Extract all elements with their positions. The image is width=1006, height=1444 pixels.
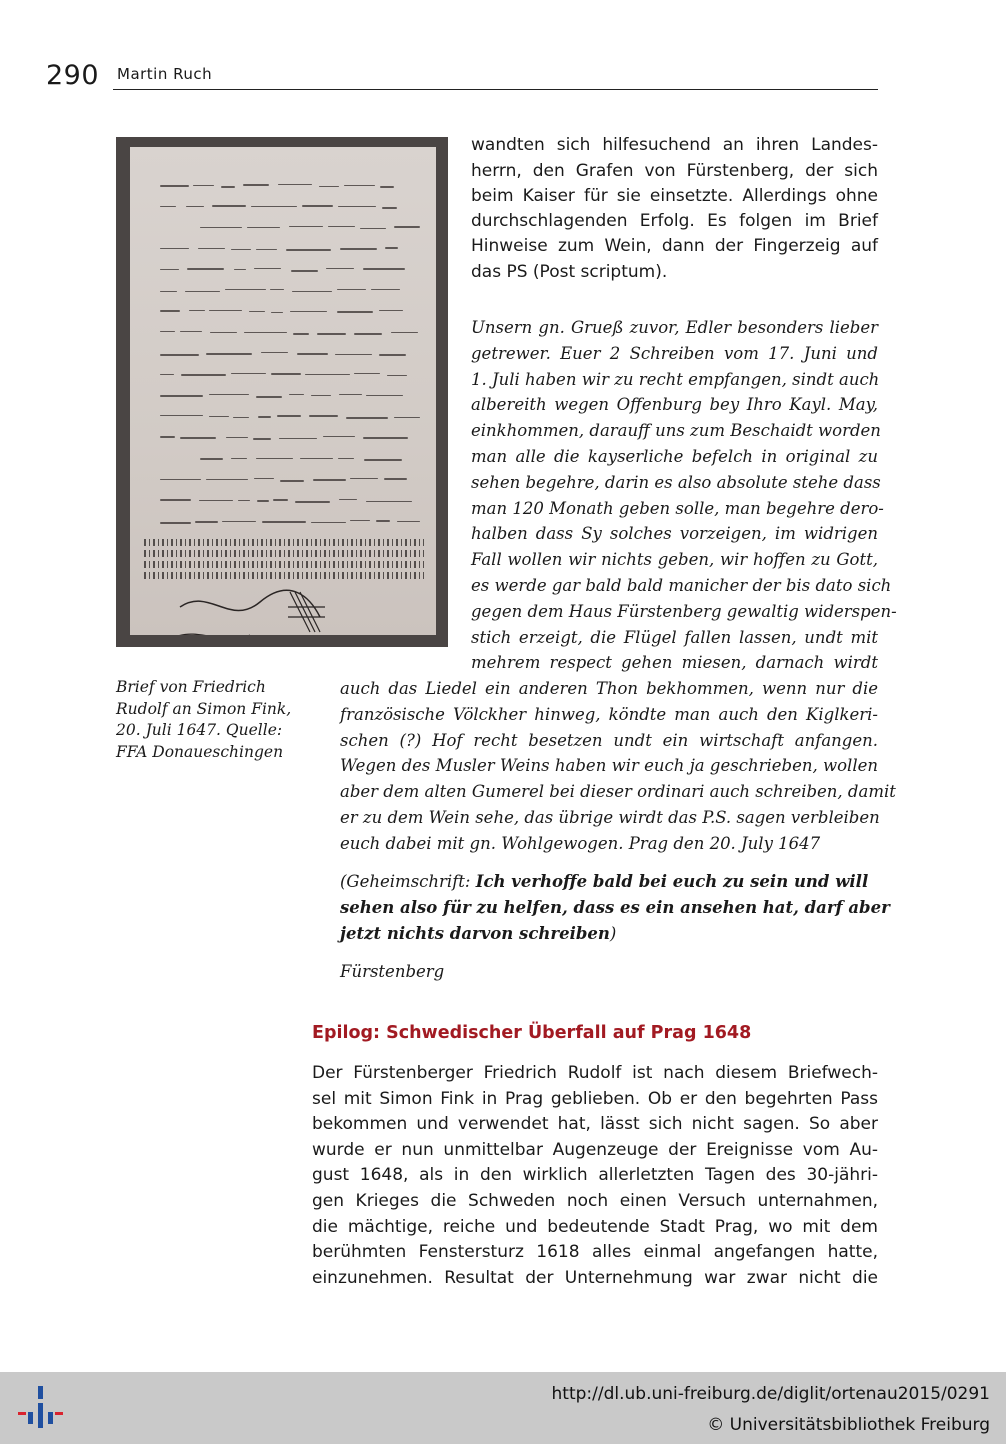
handwriting-stroke [328,226,355,227]
handwriting-stroke [302,205,333,206]
handwriting-stroke [339,499,357,500]
handwriting-stroke [376,520,390,521]
letter-line: halben dass Sy solches vorzeigen, im widrigen [471,524,878,544]
handwriting-stroke [160,395,203,396]
letter-line: Wegen des Musler Weins haben wir euch ja geschrieben, wollen [340,756,878,776]
handwriting-stroke [297,353,328,354]
letter-line: schen (?) Hof recht besetzen undt ein wirtschaft anfangen. [340,730,878,750]
handwriting-stroke [313,479,346,480]
handwriting-stroke [379,310,403,311]
handwriting-stroke [226,437,247,438]
handwriting-stroke [387,375,407,376]
handwriting-stroke [200,227,242,228]
handwriting-stroke [293,333,309,334]
handwriting-stroke [305,374,350,375]
handwriting-stroke [380,186,394,187]
handwriting-stroke [257,500,269,501]
manuscript-letter-image [116,137,448,647]
handwriting-stroke [335,354,373,355]
letter-line: mehrem respect gehen miesen, darnach wirdt [471,653,878,673]
handwriting-stroke [339,394,362,395]
ps-line-3 [340,921,616,947]
handwriting-stroke [234,269,246,270]
footer-copyright: © Universitätsbibliothek Freiburg [707,1415,990,1435]
header-rule [113,89,878,90]
handwriting-stroke [198,248,225,249]
ps-bold-text: jetzt nichts darvon schreiben [340,924,610,943]
handwriting-stroke [212,205,247,206]
handwriting-stroke [209,310,242,311]
handwriting-stroke [346,417,388,418]
handwriting-stroke [289,394,304,395]
caption-line: Brief von Friedrich [116,678,266,696]
handwriting-stroke [379,354,406,355]
handwriting-stroke [317,333,346,334]
handwriting-stroke [256,396,282,397]
cipher-row [144,550,424,557]
footer-bar [0,1372,1006,1444]
handwriting-stroke [354,333,382,334]
letter-line: stich erzeigt, die Flügel fallen lassen, undt mit [471,627,878,647]
handwriting-stroke [350,520,370,521]
handwriting-stroke [309,415,338,416]
handwriting-stroke [397,521,420,522]
text-line: beim Kaiser für sie einsetzte. Allerdings ohne [471,186,878,206]
handwriting-stroke [193,185,213,186]
handwriting-stroke [273,499,288,500]
handwriting-stroke [371,289,400,290]
handwriting-stroke [206,479,248,480]
text-line: einzunehmen. Resultat der Unternehmung war zwar nicht die [312,1267,878,1288]
text-line: das PS (Post scriptum). [471,262,668,282]
letter-line: aber dem alten Gumerel bei dieser ordinari auch schreiben, damit [340,782,896,802]
handwriting-stroke [253,438,270,439]
handwriting-stroke [337,289,366,290]
text-line: wandten sich hilfesuchend an ihren Landes- [471,135,878,155]
handwriting-stroke [160,310,180,311]
letter-line: auch das Liedel ein anderen Thon bekhommen, wenn nur die [340,679,878,698]
handwriting-stroke [243,184,269,185]
handwriting-stroke [231,458,247,459]
handwriting-stroke [291,270,319,271]
letter-line: 1. Juli haben wir zu recht empfangen, sindt auch [471,369,880,389]
handwriting-stroke [363,268,405,269]
ps-line-2: sehen also für zu helfen, dass es ein ansehen hat, darf aber [340,898,890,917]
handwriting-stroke [338,206,376,207]
signature-flourish-icon [170,577,330,635]
letter-line: Unsern gn. Grueß zuvor, Edler besonders lieber [471,318,878,337]
letter-line: einkhommen, darauff uns zum Beschaidt worden [471,421,881,441]
handwriting-stroke [385,247,398,248]
handwriting-stroke [254,268,281,269]
handwriting-stroke [311,522,346,523]
handwriting-stroke [209,416,229,417]
handwriting-stroke [186,206,204,207]
handwriting-stroke [189,310,206,311]
page-number: 290 [46,60,100,91]
handwriting-stroke [344,185,375,186]
handwriting-stroke [289,226,323,227]
handwriting-stroke [210,332,237,333]
ps-line-1 [340,869,878,895]
manuscript-paper [130,147,436,635]
letter-line: euch dabei mit gn. Wohlgewogen. Prag den 20. July 1647 [340,833,821,853]
handwriting-stroke [319,186,339,187]
handwriting-stroke [366,501,412,502]
caption-line: Rudolf an Simon Fink, [116,699,292,718]
handwriting-stroke [280,480,304,481]
ps-prefix: (Geheimschrift: [340,872,476,891]
handwriting-stroke [290,311,327,312]
handwriting-stroke [326,268,354,269]
running-head-author: Martin Ruch [117,65,213,83]
handwriting-stroke [160,479,201,480]
handwriting-stroke [360,228,386,229]
letter-line: französische Völckher hinweg, köndte man auch den Kiglkeri- [340,704,878,724]
letter-line: es werde gar bald bald manicher der bis dato sich [471,576,892,595]
handwriting-stroke [340,248,377,249]
caption-line: 20. Juli 1647. Quelle: [116,721,283,739]
figure-caption [116,677,296,763]
handwriting-stroke [394,226,420,227]
handwriting-stroke [200,458,223,459]
handwriting-stroke [244,332,287,333]
handwriting-stroke [180,331,202,332]
handwriting-stroke [292,291,332,292]
handwriting-stroke [221,186,236,187]
handwriting-stroke [350,478,378,479]
handwriting-stroke [249,311,265,312]
handwriting-stroke [262,521,306,522]
handwriting-stroke [295,501,330,502]
handwriting-stroke [233,417,249,418]
cipher-row [144,561,424,568]
handwriting-stroke [160,522,191,523]
handwriting-stroke [271,373,301,374]
handwriting-stroke [384,478,407,479]
text-line: wurde er nun unmittelbar Augenzeuge der Ereignisse vom Au- [312,1139,878,1160]
handwriting-stroke [231,249,251,250]
letter-line: man alle die kayserliche befelch in original zu [471,447,878,466]
letter-line: man 120 Monath geben solle, man begehre dero- [471,498,884,518]
letter-line: er zu dem Wein sehe, das übrige wirdt das P.S. sagen verbleiben [340,808,880,827]
handwriting-stroke [180,437,217,438]
handwriting-stroke [256,249,277,250]
text-line: gen Krieges die Schweden noch einen Versuch unternahmen, [312,1191,878,1211]
handwriting-stroke [160,291,177,292]
handwriting-stroke [187,268,224,269]
handwriting-stroke [382,207,397,208]
handwriting-stroke [206,353,252,354]
handwriting-stroke [323,436,355,437]
handwriting-stroke [225,289,265,290]
ps-suffix: ) [609,924,617,943]
letter-line: albereith wegen Offenburg bey Ihro Kayl. May, [471,395,878,415]
handwriting-stroke [251,206,297,207]
letter-line: gegen dem Haus Fürstenberg gewaltig widerspen- [471,601,897,621]
handwriting-stroke [238,500,250,501]
footer-url[interactable]: http://dl.ub.uni-freiburg.de/diglit/ortenau2015/0291 [551,1384,990,1404]
handwriting-stroke [338,458,355,459]
handwriting-stroke [160,331,175,332]
text-line: berühmten Fenstersturz 1618 alles einmal angefangen hatte, [312,1242,878,1263]
text-line: bekommen und verwendet hat, lässt sich nicht sagen. So aber [312,1114,878,1135]
letter-line: getrewer. Euer 2 Schreiben vom 17. Juni und [471,343,878,363]
handwriting-stroke [160,354,199,355]
letter-line: Fall wollen wir nichts geben, wir hoffen zu Gott, [471,550,878,570]
handwriting-stroke [279,438,318,439]
handwriting-stroke [311,395,332,396]
handwriting-stroke [160,269,179,270]
handwriting-stroke [181,374,227,375]
letter-line: sehen begehre, darin es also absolute stehe dass [471,472,881,492]
handwriting-stroke [391,332,417,333]
handwriting-stroke [160,206,176,207]
text-line: gust 1648, als in den wirklich allerletzten Tagen des 30-jähri- [312,1165,878,1186]
handwriting-stroke [254,478,274,479]
handwriting-stroke [271,312,283,313]
caption-line: FFA Donaueschingen [116,742,284,761]
handwriting-stroke [231,373,266,374]
handwriting-stroke [261,352,288,353]
handwriting-stroke [195,521,218,522]
handwriting-stroke [160,248,189,249]
handwriting-stroke [160,499,191,500]
handwriting-stroke [209,394,249,395]
text-line: Der Fürstenberger Friedrich Rudolf ist nach diesem Briefwech- [312,1063,878,1083]
handwriting-stroke [394,417,420,418]
text-line: Hinweise zum Wein, dann der Fingerzeig auf [471,236,878,256]
handwriting-stroke [366,395,403,396]
handwriting-stroke [185,291,219,292]
text-line: die mächtige, reiche und bedeutende Stadt Prag, wo mit dem [312,1216,878,1237]
handwriting-stroke [258,416,271,417]
handwriting-stroke [160,185,189,186]
library-logo-icon [16,1382,66,1432]
text-line: sel mit Simon Fink in Prag geblieben. Ob er den begehrten Pass [312,1088,878,1109]
handwriting-stroke [363,437,408,438]
signature: Fürstenberg [340,962,445,981]
handwriting-stroke [286,249,331,250]
text-line: herrn, den Grafen von Fürstenberg, der sich [471,161,878,181]
handwriting-stroke [256,458,293,459]
handwriting-stroke [222,521,255,522]
section-heading: Epilog: Schwedischer Überfall auf Prag 1648 [312,1023,752,1043]
handwriting-stroke [277,415,301,416]
handwriting-stroke [337,311,373,312]
cipher-row [144,539,424,546]
handwriting-stroke [199,500,233,501]
handwriting-stroke [160,436,175,437]
handwriting-stroke [354,373,379,374]
ps-bold-text: Ich verhoffe bald bei euch zu sein und will [475,872,869,891]
handwriting-stroke [364,459,402,460]
handwriting-stroke [160,415,203,416]
handwriting-stroke [270,289,285,290]
text-line: durchschlagenden Erfolg. Es folgen im Brief [471,211,878,231]
handwriting-stroke [160,374,174,375]
handwriting-stroke [278,184,312,185]
handwriting-stroke [300,458,333,459]
handwriting-stroke [247,227,280,228]
